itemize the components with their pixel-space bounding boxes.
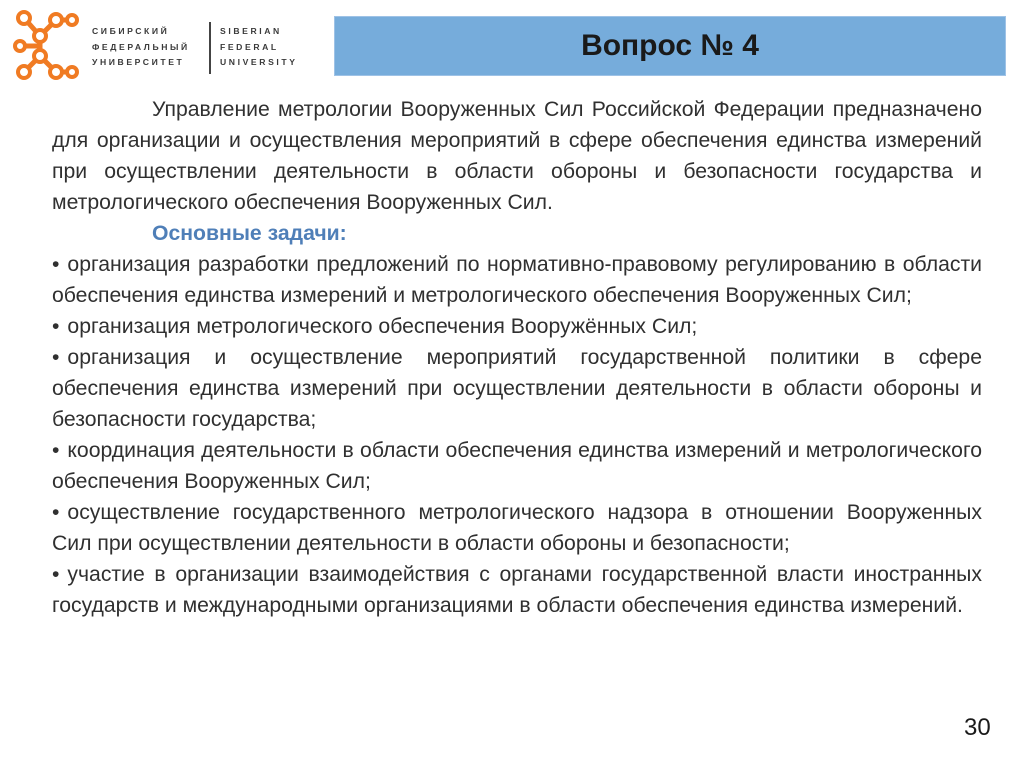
slide-title: Вопрос № 4	[581, 29, 759, 62]
logo-mark-icon	[10, 8, 82, 84]
bullet-icon: •	[52, 315, 60, 338]
slide-body	[52, 94, 982, 621]
list-item-text: участие в организации взаимодействия с органами государственной власти иностранных государств и международными организациями в области обеспечения единства измерений.	[52, 563, 982, 617]
list-item-text: координация деятельности в области обеспечения единства измерений и метрологического обеспечения Вооруженных Сил;	[52, 439, 982, 493]
tasks-heading: Основные задачи:	[152, 222, 347, 245]
list-item	[52, 342, 982, 435]
bullet-icon: •	[52, 346, 60, 369]
tasks-list	[52, 249, 982, 621]
bullet-icon: •	[52, 563, 60, 586]
list-item-text: организация разработки предложений по нормативно-правовому регулированию в области обеспечения единства измерений и метрологического обеспечения Вооруженных Сил;	[52, 253, 982, 307]
list-item-text: организация и осуществление мероприятий государственной политики в сфере обеспечения единства измерений при осуществлении деятельности в области обороны и безопасности государства;	[52, 346, 982, 431]
bullet-icon: •	[52, 439, 60, 462]
page-number: 30	[964, 714, 991, 741]
bullet-icon: •	[52, 501, 60, 524]
intro-paragraph: Управление метрологии Вооруженных Сил Российской Федерации предназначено для организации и осуществления мероприятий в сфере обеспечения единства измерений при осуществлении деятельности в области обороны и безопасности государства и метрологического обеспечения Вооруженных Сил.	[52, 98, 982, 214]
list-item	[52, 311, 982, 342]
list-item-text: осуществление государственного метрологического надзора в отношении Вооруженных Сил при осуществлении деятельности в области обороны и безопасности;	[52, 501, 982, 555]
list-item	[52, 435, 982, 497]
list-item	[52, 249, 982, 311]
title-bar	[334, 16, 1006, 76]
list-item-text: организация метрологического обеспечения Вооружённых Сил;	[67, 315, 698, 338]
logo-text-ru: СИБИРСКИЙ ФЕДЕРАЛЬНЫЙ УНИВЕРСИТЕТ	[92, 26, 190, 67]
list-item	[52, 497, 982, 559]
logo-text-en: SIBERIAN FEDERAL UNIVERSITY	[220, 26, 298, 67]
logo-divider	[209, 22, 211, 74]
list-item	[52, 559, 982, 621]
bullet-icon: •	[52, 253, 60, 276]
university-logo	[10, 8, 300, 84]
